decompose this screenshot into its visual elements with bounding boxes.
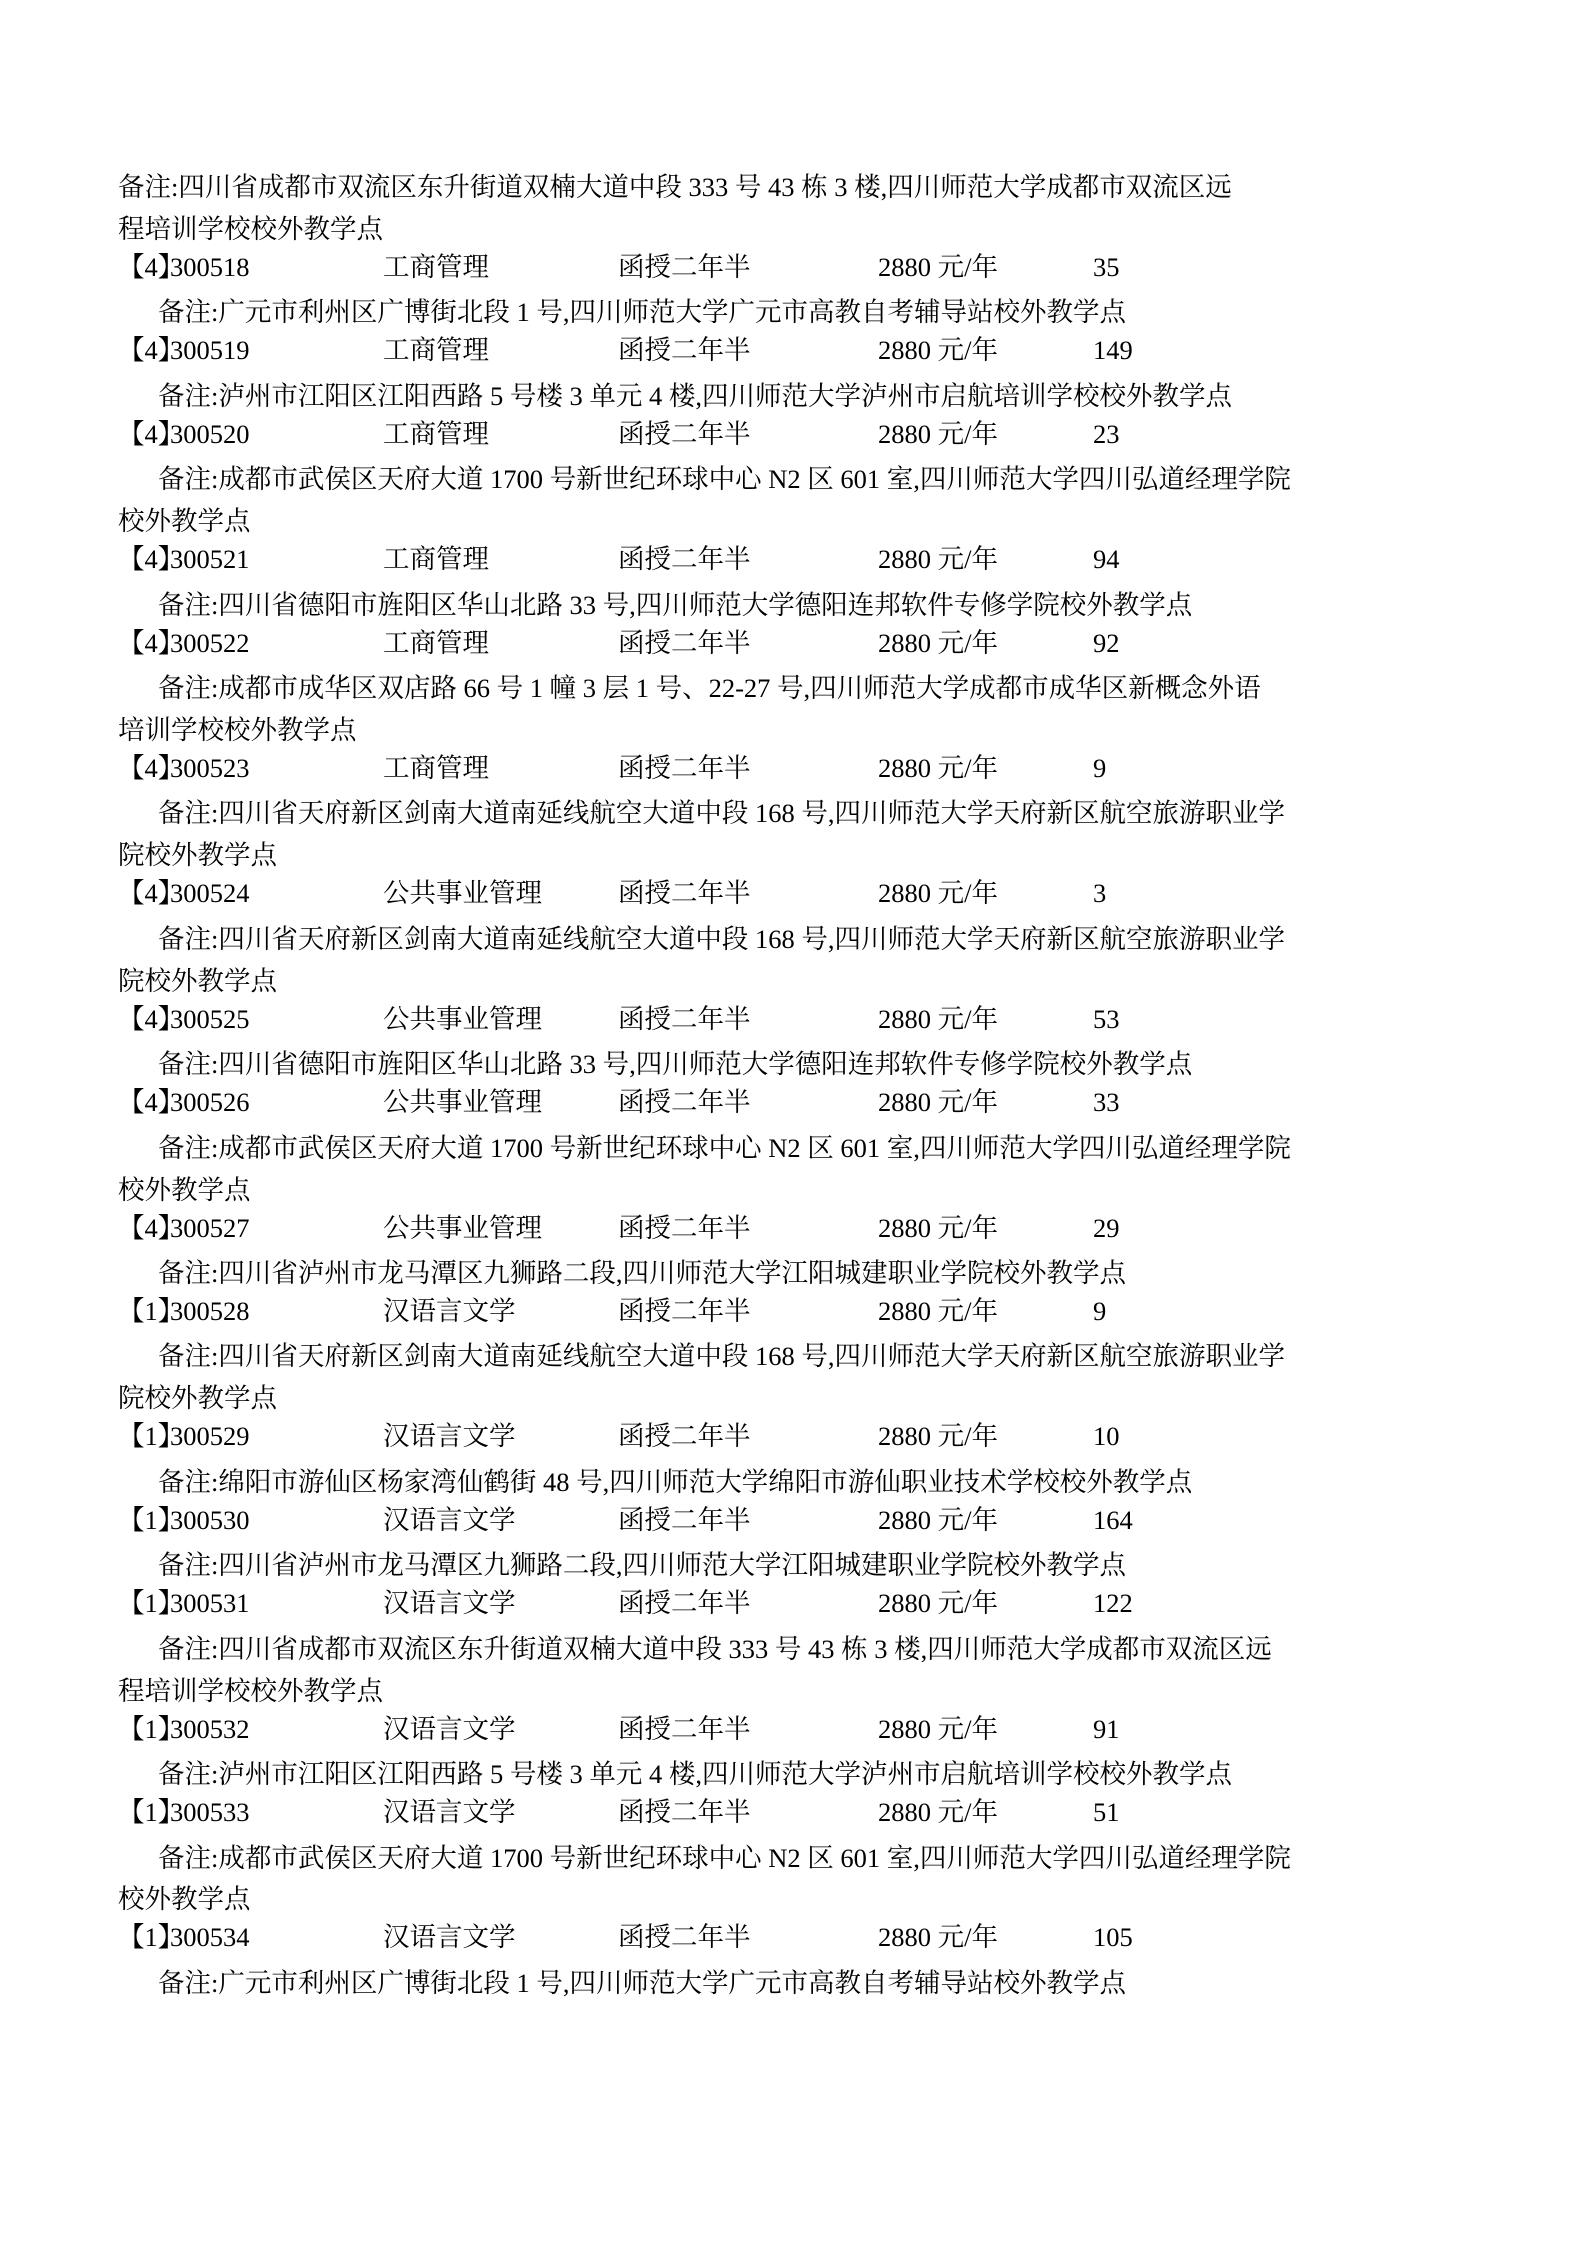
- record-fee: 2880 元/年: [878, 1212, 998, 1243]
- record-tag: 【4】: [118, 251, 185, 282]
- record-row: [118, 1003, 1469, 1040]
- record-major: 工商管理: [383, 335, 489, 366]
- record-note: 备注:四川省成都市双流区东升街道双楠大道中段 333 号 43 栋 3 楼,四川师范大学成都市双流区远: [158, 1633, 1272, 1664]
- record-row: [118, 418, 1469, 455]
- record-major: 汉语言文学: [383, 1797, 516, 1827]
- record-fee: 2880 元/年: [878, 544, 998, 575]
- record-block: [118, 752, 1469, 873]
- record-code: 300521: [170, 544, 250, 575]
- record-code: 300530: [170, 1504, 250, 1535]
- record-mode: 函授二年半: [618, 335, 751, 366]
- note-text-continuation: 程培训学校校外教学点: [118, 213, 383, 244]
- record-major: 汉语言文学: [383, 1504, 516, 1535]
- record-mode: 函授二年半: [618, 418, 751, 449]
- record-note: 备注:绵阳市游仙区杨家湾仙鹤街 48 号,四川师范大学绵阳市游仙职业技术学校校外教学点: [158, 1466, 1193, 1497]
- record-row: [118, 1295, 1469, 1332]
- record-row: [118, 546, 1469, 580]
- document-body: [118, 170, 1469, 2000]
- record-block: [118, 1590, 1469, 1708]
- record-tag: 【4】: [118, 1212, 185, 1243]
- record-note: 备注:四川省天府新区剑南大道南延线航空大道中段 168 号,四川师范大学天府新区航空旅游职业学: [158, 923, 1285, 954]
- record-count: 92: [1093, 627, 1120, 658]
- record-tag: 【1】: [118, 1588, 185, 1619]
- record-mode: 函授二年半: [618, 251, 751, 282]
- record-fee: 2880 元/年: [878, 1504, 998, 1535]
- record-block: [118, 1089, 1469, 1207]
- record-note: 备注:广元市利州区广博街北段 1 号,四川师范大学广元市高教自考辅导站校外教学点: [158, 297, 1126, 328]
- record-tag: 【1】: [118, 1295, 185, 1326]
- note-text: 备注:四川省成都市双流区东升街道双楠大道中段 333 号 43 栋 3 楼,四川师范大学成都市双流区远: [118, 172, 1232, 202]
- record-mode: 函授二年半: [618, 878, 751, 909]
- record-tag: 【4】: [118, 544, 185, 575]
- record-fee: 2880 元/年: [878, 1713, 998, 1744]
- record-code: 300527: [170, 1212, 250, 1243]
- record-row: [118, 1590, 1469, 1624]
- record-code: 300524: [170, 878, 250, 909]
- record-code: 300532: [170, 1713, 250, 1744]
- record-count: 51: [1093, 1797, 1120, 1827]
- record-major: 工商管理: [383, 752, 489, 783]
- record-row: [118, 1799, 1469, 1833]
- record-note-continuation: 校外教学点: [118, 506, 251, 537]
- record-block: [118, 1295, 1469, 1416]
- record-note: 备注:成都市成华区双店路 66 号 1 幢 3 层 1 号、22-27 号,四川师范大学成都市成华区新概念外语: [158, 673, 1261, 704]
- record-block: [118, 627, 1469, 748]
- record-tag: 【4】: [118, 627, 185, 658]
- record-count: 53: [1093, 1003, 1120, 1034]
- record-count: 29: [1093, 1212, 1120, 1243]
- record-code: 300523: [170, 752, 250, 783]
- record-note-continuation: 培训学校校外教学点: [118, 715, 357, 745]
- record-mode: 函授二年半: [618, 1588, 751, 1619]
- record-note-continuation: 程培训学校校外教学点: [118, 1675, 383, 1706]
- record-fee: 2880 元/年: [878, 878, 998, 909]
- record-note: 备注:泸州市江阳区江阳西路 5 号楼 3 单元 4 楼,四川师范大学泸州市启航培训学校校外教学点: [158, 380, 1232, 411]
- record-major: 工商管理: [383, 251, 489, 282]
- record-count: 91: [1093, 1713, 1120, 1744]
- record-count: 94: [1093, 544, 1120, 575]
- record-row: [118, 251, 1469, 288]
- record-note: 备注:成都市武侯区天府大道 1700 号新世纪环球中心 N2 区 601 室,四川师范大学四川弘道经理学院: [158, 464, 1291, 495]
- record-tag: 【1】: [118, 1421, 185, 1452]
- record-major: 公共事业管理: [383, 878, 542, 909]
- record-count: 35: [1093, 251, 1120, 282]
- record-note: 备注:四川省泸州市龙马潭区九狮路二段,四川师范大学江阳城建职业学院校外教学点: [158, 1550, 1126, 1581]
- record-row: [118, 880, 1469, 914]
- record-fee: 2880 元/年: [878, 1003, 998, 1034]
- record-tag: 【4】: [118, 335, 185, 366]
- record-count: 23: [1093, 418, 1120, 449]
- record-mode: 函授二年半: [618, 1713, 751, 1744]
- record-mode: 函授二年半: [618, 1421, 751, 1452]
- record-fee: 2880 元/年: [878, 752, 998, 783]
- record-note: 备注:四川省德阳市旌阳区华山北路 33 号,四川师范大学德阳连邦软件专修学院校外教学点: [158, 589, 1193, 620]
- record-note: 备注:泸州市江阳区江阳西路 5 号楼 3 单元 4 楼,四川师范大学泸州市启航培训学校校外教学点: [158, 1759, 1232, 1790]
- record-mode: 函授二年半: [618, 1212, 751, 1243]
- record-major: 工商管理: [383, 418, 489, 449]
- record-tag: 【4】: [118, 752, 185, 783]
- record-fee: 2880 元/年: [878, 1421, 998, 1452]
- record-fee: 2880 元/年: [878, 1087, 998, 1118]
- record-row: [118, 752, 1469, 789]
- record-row: [118, 627, 1469, 664]
- record-block: [118, 1212, 1469, 1291]
- record-code: 300519: [170, 335, 250, 366]
- record-code: 300533: [170, 1797, 250, 1827]
- record-note: 备注:四川省天府新区剑南大道南延线航空大道中段 168 号,四川师范大学天府新区航空旅游职业学: [158, 1341, 1285, 1372]
- record-tag: 【1】: [118, 1713, 185, 1744]
- top-note-block: [118, 170, 1469, 246]
- record-fee: 2880 元/年: [878, 251, 998, 282]
- record-count: 122: [1093, 1588, 1133, 1619]
- record-row: [118, 1713, 1469, 1750]
- record-block: [118, 418, 1469, 539]
- record-row: [118, 1423, 1469, 1457]
- record-mode: 函授二年半: [618, 1003, 751, 1034]
- record-mode: 函授二年半: [618, 752, 751, 783]
- record-major: 工商管理: [383, 544, 489, 575]
- record-code: 300518: [170, 251, 250, 282]
- record-code: 300528: [170, 1295, 250, 1326]
- record-tag: 【1】: [118, 1797, 185, 1827]
- record-mode: 函授二年半: [618, 1797, 751, 1827]
- record-fee: 2880 元/年: [878, 1797, 998, 1827]
- record-major: 汉语言文学: [383, 1421, 516, 1452]
- record-count: 33: [1093, 1087, 1120, 1118]
- record-fee: 2880 元/年: [878, 1588, 998, 1619]
- record-mode: 函授二年半: [618, 627, 751, 658]
- record-major: 汉语言文学: [383, 1922, 516, 1953]
- record-tag: 【4】: [118, 878, 185, 909]
- record-row: [118, 1924, 1469, 1958]
- record-note-continuation: 院校外教学点: [118, 1383, 277, 1414]
- record-note: 备注:成都市武侯区天府大道 1700 号新世纪环球中心 N2 区 601 室,四川师范大学四川弘道经理学院: [158, 1842, 1291, 1873]
- record-fee: 2880 元/年: [878, 335, 998, 366]
- record-note: 备注:四川省德阳市旌阳区华山北路 33 号,四川师范大学德阳连邦软件专修学院校外教学点: [158, 1049, 1193, 1080]
- record-count: 10: [1093, 1421, 1120, 1452]
- record-major: 汉语言文学: [383, 1713, 516, 1744]
- record-mode: 函授二年半: [618, 1087, 751, 1118]
- record-code: 300525: [170, 1003, 250, 1034]
- record-block: [118, 1003, 1469, 1082]
- record-fee: 2880 元/年: [878, 1295, 998, 1326]
- record-major: 公共事业管理: [383, 1087, 542, 1118]
- record-block: [118, 1504, 1469, 1583]
- record-fee: 2880 元/年: [878, 1922, 998, 1953]
- record-block: [118, 546, 1469, 622]
- record-fee: 2880 元/年: [878, 627, 998, 658]
- record-block: [118, 1799, 1469, 1917]
- record-major: 工商管理: [383, 627, 489, 658]
- record-major: 汉语言文学: [383, 1295, 516, 1326]
- record-code: 300520: [170, 418, 250, 449]
- record-note: 备注:四川省泸州市龙马潭区九狮路二段,四川师范大学江阳城建职业学院校外教学点: [158, 1258, 1126, 1288]
- record-fee: 2880 元/年: [878, 418, 998, 449]
- record-block: [118, 1713, 1469, 1792]
- record-note: 备注:成都市武侯区天府大道 1700 号新世纪环球中心 N2 区 601 室,四川师范大学四川弘道经理学院: [158, 1132, 1291, 1163]
- record-block: [118, 251, 1469, 330]
- record-row: [118, 1504, 1469, 1541]
- record-major: 公共事业管理: [383, 1212, 542, 1243]
- record-code: 300526: [170, 1087, 250, 1118]
- record-note-continuation: 校外教学点: [118, 1174, 251, 1205]
- record-major: 汉语言文学: [383, 1588, 516, 1619]
- record-major: 公共事业管理: [383, 1003, 542, 1034]
- record-tag: 【4】: [118, 1003, 185, 1034]
- record-row: [118, 1089, 1469, 1123]
- record-count: 3: [1093, 878, 1107, 909]
- record-note-continuation: 院校外教学点: [118, 965, 277, 996]
- record-tag: 【4】: [118, 1087, 185, 1118]
- record-tag: 【1】: [118, 1922, 185, 1953]
- record-mode: 函授二年半: [618, 544, 751, 575]
- record-code: 300522: [170, 627, 250, 658]
- record-count: 105: [1093, 1922, 1133, 1953]
- record-block: [118, 337, 1469, 413]
- record-note-continuation: 校外教学点: [118, 1884, 251, 1915]
- record-tag: 【4】: [118, 418, 185, 449]
- record-mode: 函授二年半: [618, 1295, 751, 1326]
- record-code: 300531: [170, 1588, 250, 1619]
- record-mode: 函授二年半: [618, 1922, 751, 1953]
- record-count: 9: [1093, 752, 1107, 783]
- record-code: 300534: [170, 1922, 250, 1953]
- record-row: [118, 337, 1469, 371]
- record-note: 备注:广元市利州区广博街北段 1 号,四川师范大学广元市高教自考辅导站校外教学点: [158, 1967, 1126, 1998]
- record-code: 300529: [170, 1421, 250, 1452]
- record-block: [118, 1423, 1469, 1499]
- record-note-continuation: 院校外教学点: [118, 840, 277, 871]
- record-count: 149: [1093, 335, 1133, 366]
- record-block: [118, 1924, 1469, 2000]
- record-row: [118, 1212, 1469, 1249]
- record-count: 9: [1093, 1295, 1107, 1326]
- record-note: 备注:四川省天府新区剑南大道南延线航空大道中段 168 号,四川师范大学天府新区航空旅游职业学: [158, 798, 1285, 829]
- record-block: [118, 880, 1469, 998]
- record-mode: 函授二年半: [618, 1504, 751, 1535]
- record-tag: 【1】: [118, 1504, 185, 1535]
- record-count: 164: [1093, 1504, 1133, 1535]
